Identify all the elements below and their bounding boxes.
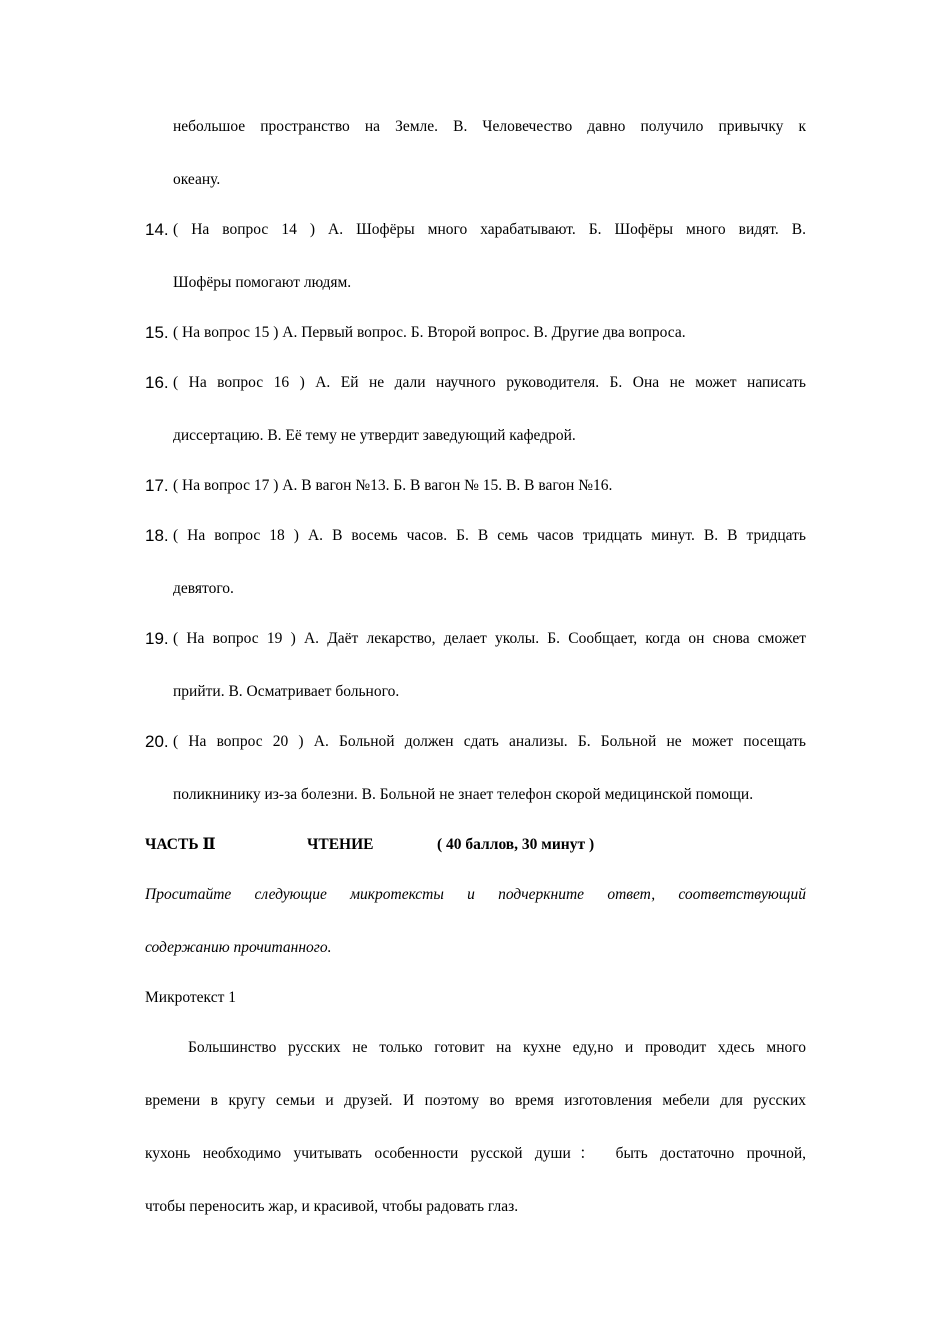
item-line: ( На вопрос 19 ) А. Даёт лекарство, делает уколы. Б. Сообщает, когда он снова сможет — [173, 630, 806, 647]
microtext-title: Микротекст 1 — [145, 989, 236, 1006]
question-item-16 — [145, 373, 806, 446]
question-item-15 — [145, 323, 806, 343]
paragraph-line: Большинство русских не только готовит на кухне еду,но и проводит хдесь много — [188, 1039, 806, 1056]
item-line: ( На вопрос 15 ) А. Первый вопрос. Б. Второй вопрос. В. Другие два вопроса. — [173, 324, 686, 341]
section-label: ЧТЕНИЕ — [307, 836, 374, 853]
item-number: 18. — [145, 526, 169, 545]
item-line: ( На вопрос 20 ) А. Больной должен сдать анализы. Б. Больной не может посещать — [173, 733, 806, 750]
paragraph-line: времени в кругу семьи и друзей. И поэтому во время изготовления мебели для русских — [145, 1092, 806, 1109]
item-number: 14. — [145, 220, 169, 239]
question-item-20 — [145, 732, 806, 805]
document-page — [145, 117, 806, 1217]
item-number: 19. — [145, 629, 169, 648]
question-item-17 — [145, 476, 806, 496]
instruction-line: содержанию прочитанного. — [145, 939, 332, 956]
item-line: поликнинику из-за болезни. В. Больной не знает телефон скорой медицинской помощи. — [173, 786, 754, 803]
item-line: диссертацию. В. Её тему не утвердит заведующий кафедрой. — [173, 427, 576, 444]
item-line: прийти. В. Осматривает больного. — [173, 683, 400, 700]
question-item-19 — [145, 629, 806, 702]
item-line: ( На вопрос 14 ) А. Шофёры много харабатывают. Б. Шофёры много видят. В. — [173, 221, 806, 238]
item-number: 17. — [145, 476, 169, 495]
points-label: ( 40 баллов, 30 минут ) — [437, 836, 595, 853]
item-number: 15. — [145, 323, 169, 342]
item-13-continuation-line: небольшое пространство на Земле. В. Человечество давно получило привычку к — [173, 118, 806, 135]
question-item-14 — [145, 220, 806, 293]
item-line: девятого. — [173, 580, 234, 597]
part-two-heading — [145, 835, 806, 855]
question-item-18 — [145, 526, 806, 599]
item-13-continuation-end: океану. — [173, 171, 221, 188]
item-line: ( На вопрос 18 ) А. В восемь часов. Б. В семь часов тридцать минут. В. В тридцать — [173, 527, 806, 544]
paragraph-line: кухонь необходимо учитывать особенности русской души： быть достаточно прочной, — [145, 1145, 806, 1162]
item-line: ( На вопрос 16 ) А. Ей не дали научного руководителя. Б. Она не может написать — [173, 374, 806, 391]
paragraph-line: чтобы переносить жар, и красивой, чтобы радовать глаз. — [145, 1198, 519, 1215]
item-line: ( На вопрос 17 ) А. В вагон №13. Б. В вагон № 15. В. В вагон №16. — [173, 477, 613, 494]
item-number: 16. — [145, 373, 169, 392]
item-line: Шофёры помогают людям. — [173, 274, 352, 291]
item-number: 20. — [145, 732, 169, 751]
microtext-paragraph — [145, 1038, 806, 1217]
part-label: ЧАСТЬ Ⅱ — [145, 836, 216, 853]
instruction-line: Проситайте следующие микротексты и подчеркните ответ, соответствующий — [145, 886, 806, 903]
